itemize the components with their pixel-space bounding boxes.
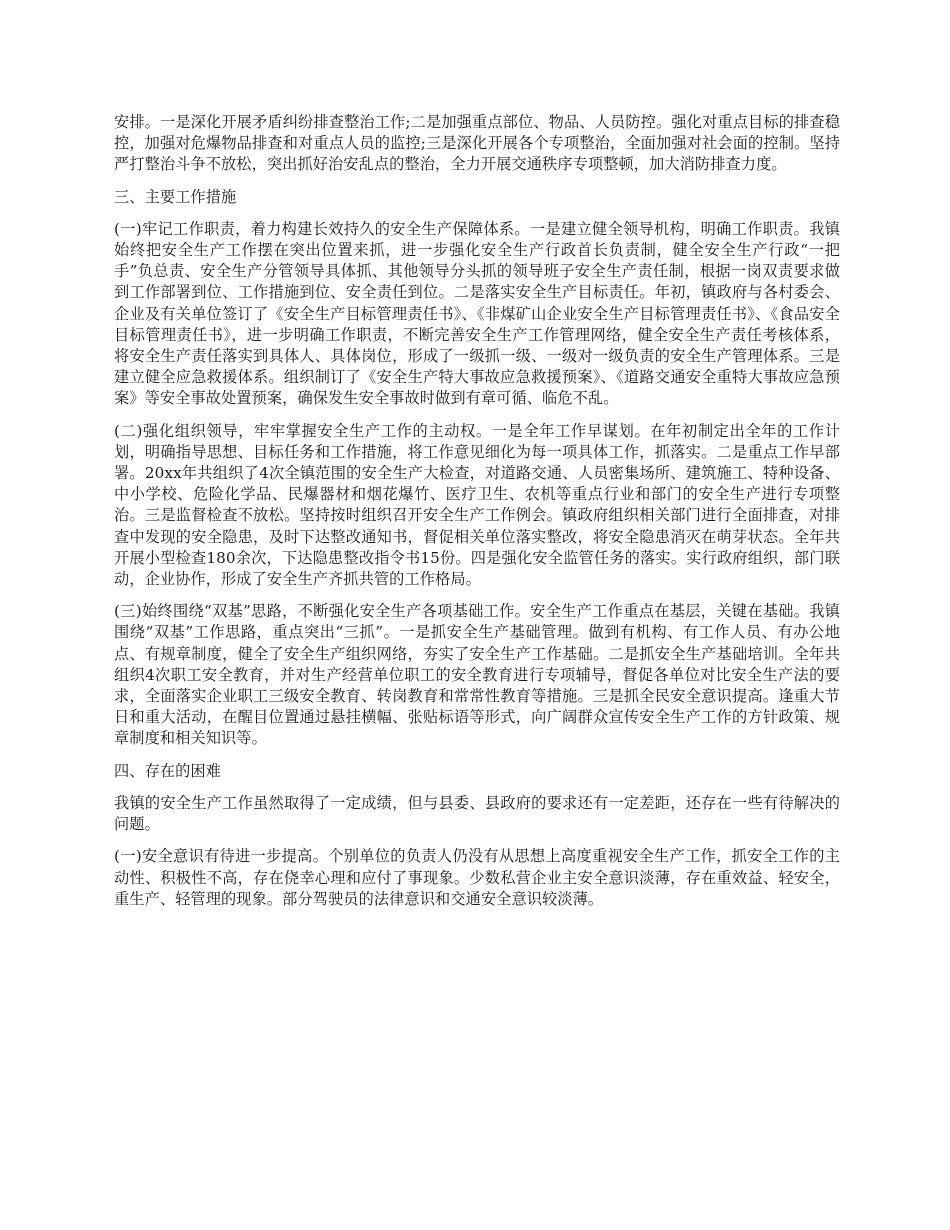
paragraph-difficulties-intro: 我镇的安全生产工作虽然取得了一定成绩，但与县委、县政府的要求还有一定差距，还存在一些有待解决的问题。 <box>114 793 840 834</box>
paragraph-security-measures: 安排。一是深化开展矛盾纠纷排查整治工作;二是加强重点部位、物品、人员防控。强化对重点目标的排查稳控，加强对危爆物品排查和对重点人员的监控;三是深化开展各个专项整治，全面加强对社会面的控制。坚持严打整治斗争不放松，突出抓好治安乱点的整治，全力开展交通秩序专项整顿，加大消防排查力度。 <box>114 113 840 174</box>
paragraph-measure-2: (二)强化组织领导，牢牢掌握安全生产工作的主动权。一是全年工作早谋划。在年初制定出全年的工作计划，明确指导思想、目标任务和工作措施，将工作意见细化为每一项具体工作，抓落实。二是重点工作早部署。20xx年共组织了4次全镇范围的安全生产大检查，对道路交通、人员密集场所、建筑施工、特种设备、中小学校、危险化学品、民爆器材和烟花爆竹、医疗卫生、农机等重点行业和部门的安全生产进行专项整治。三是监督检查不放松。坚持按时组织召开安全生产工作例会。镇政府组织相关部门进行全面排查，对排查中发现的安全隐患，及时下达整改通知书，督促相关单位落实整改，将安全隐患消灭在萌芽状态。全年共开展小型检查180余次，下达隐患整改指令书15份。四是强化安全监管任务的落实。实行政府组织，部门联动，企业协作，形成了安全生产齐抓共管的工作格局。 <box>114 421 840 589</box>
document-body <box>114 112 840 921</box>
paragraph-difficulty-1: (一)安全意识有待进一步提高。个别单位的负责人仍没有从思想上高度重视安全生产工作，抓安全工作的主动性、积极性不高，存在侥幸心理和应付了事现象。少数私营企业主安全意识淡薄，存在重效益、轻安全，重生产、轻管理的现象。部分驾驶员的法律意识和交通安全意识较淡薄。 <box>114 847 840 908</box>
section-heading-difficulties: 四、存在的困难 <box>114 761 222 780</box>
section-heading-main-measures: 三、主要工作措施 <box>114 187 237 206</box>
paragraph-measure-1: (一)牢记工作职责，着力构建长效持久的安全生产保障体系。一是建立健全领导机构，明确工作职责。我镇始终把安全生产工作摆在突出位置来抓，进一步强化安全生产行政首长负责制，健全安全生产行政“一把手”负总责、安全生产分管领导具体抓、其他领导分头抓的领导班子安全生产责任制，根据一岗双责要求做到工作部署到位、工作措施到位、安全责任到位。二是落实安全生产目标责任。年初，镇政府与各村委会、企业及有关单位签订了《安全生产目标管理责任书》、《非煤矿山企业安全生产目标管理责任书》、《食品安全目标管理责任书》，进一步明确工作职责，不断完善安全生产工作管理网络，健全安全生产责任考核体系，将安全生产责任落实到具体人、具体岗位，形成了一级抓一级、一级对一级负责的安全生产管理体系。三是建立健全应急救援体系。组织制订了《安全生产特大事故应急救援预案》、《道路交通安全重特大事故应急预案》等安全事故处置预案，确保发生安全事故时做到有章可循、临危不乱。 <box>114 219 840 408</box>
paragraph-measure-3: (三)始终围绕“双基”思路，不断强化安全生产各项基础工作。安全生产工作重点在基层，关键在基础。我镇围绕“双基”工作思路，重点突出“三抓”。一是抓安全生产基础管理。做到有机构、有工作人员、有办公地点、有规章制度，健全了安全生产组织网络，夯实了安全生产工作基础。二是抓安全生产基础培训。全年共组织4次职工安全教育，并对生产经营单位职工的安全教育进行专项辅导，督促各单位对比安全生产法的要求，全面落实企业职工三级安全教育、转岗教育和常常性教育等措施。三是抓全民安全意识提高。逢重大节日和重大活动，在醒目位置通过悬挂横幅、张贴标语等形式，向广阔群众宣传安全生产工作的方针政策、规章制度和相关知识等。 <box>114 602 840 748</box>
